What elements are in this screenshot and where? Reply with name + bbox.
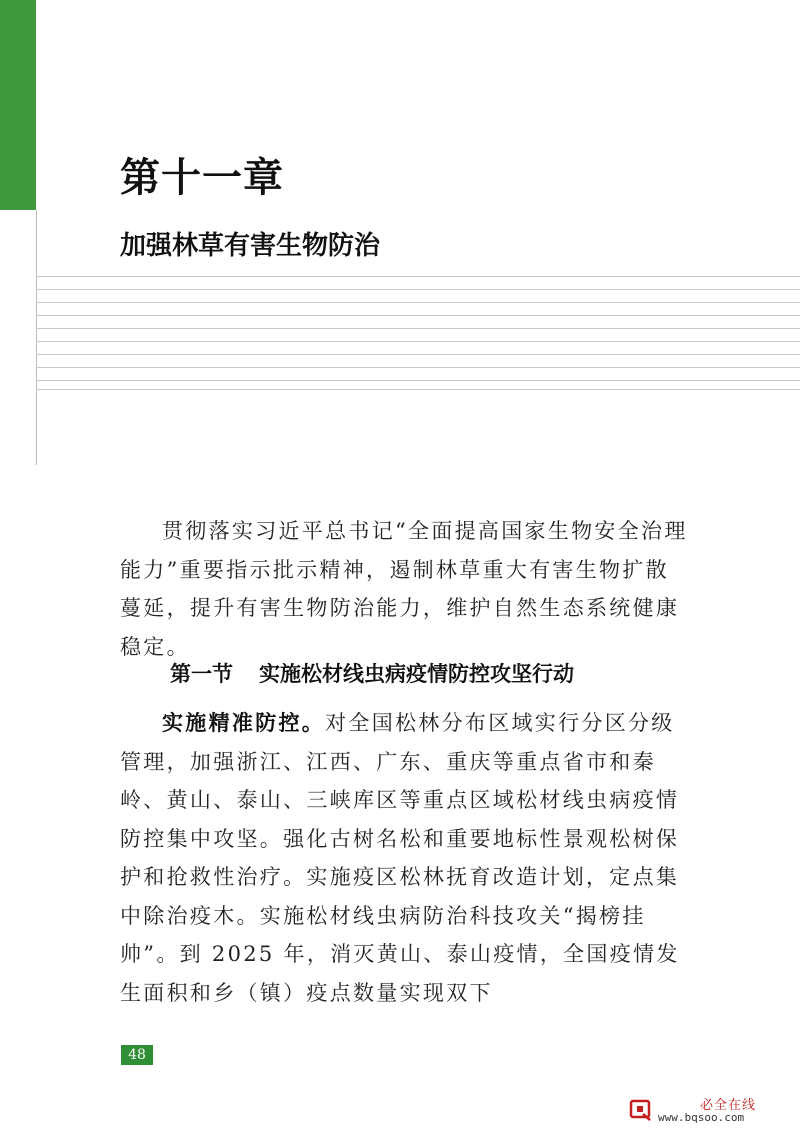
decorative-line: [36, 276, 800, 277]
watermark: [628, 1094, 798, 1128]
section-heading: [170, 656, 574, 692]
paragraph-lead: 实施精准防控。: [162, 710, 326, 735]
decorative-line: [36, 302, 800, 303]
chapter-subtitle: 加强林草有害生物防治: [120, 231, 381, 261]
decorative-line: [36, 367, 800, 368]
decorative-line: [36, 389, 800, 390]
paragraph-text: 对全国松林分布区域实行分区分级管理，加强浙江、江西、广东、重庆等重点省市和秦岭、黄山、泰山、三峡库区等重点区域松材线虫病疫情防控集中攻坚。强化古树名松和重要地标性景观松树保护和抢救性治疗。实施疫区松林抚育改造计划，定点集中除治疫木。实施松材线虫病防治科技攻关“揭榜挂帅”。到 2025 年，消灭黄山、泰山疫情，全国疫情发生面积和乡（镇）疫点数量实现双下: [120, 711, 680, 1005]
decorative-line: [36, 328, 800, 329]
intro-paragraph: 贯彻落实习近平总书记“全面提高国家生物安全治理能力”重要指示批示精神，遏制林草重大有害生物扩散蔓延，提升有害生物防治能力，维护自然生态系统健康稳定。: [120, 519, 688, 659]
section-number: 第一节: [170, 662, 233, 686]
decorative-line: [36, 315, 800, 316]
decorative-line: [36, 354, 800, 355]
left-margin-rule: [36, 210, 37, 465]
section-title: 实施松材线虫病疫情防控攻坚行动: [259, 662, 574, 686]
decorative-line: [36, 289, 800, 290]
chapter-title: 第十一章: [120, 155, 284, 201]
decorative-line: [36, 341, 800, 342]
chapter-accent-bar: [0, 0, 36, 210]
decorative-line: [36, 380, 800, 381]
watermark-url: www.bqsoo.com: [658, 1111, 745, 1124]
watermark-logo-icon: [628, 1098, 654, 1122]
page-number: 48: [121, 1045, 153, 1065]
watermark-name: 必全在线: [700, 1098, 757, 1113]
body-paragraph: [120, 704, 690, 1012]
